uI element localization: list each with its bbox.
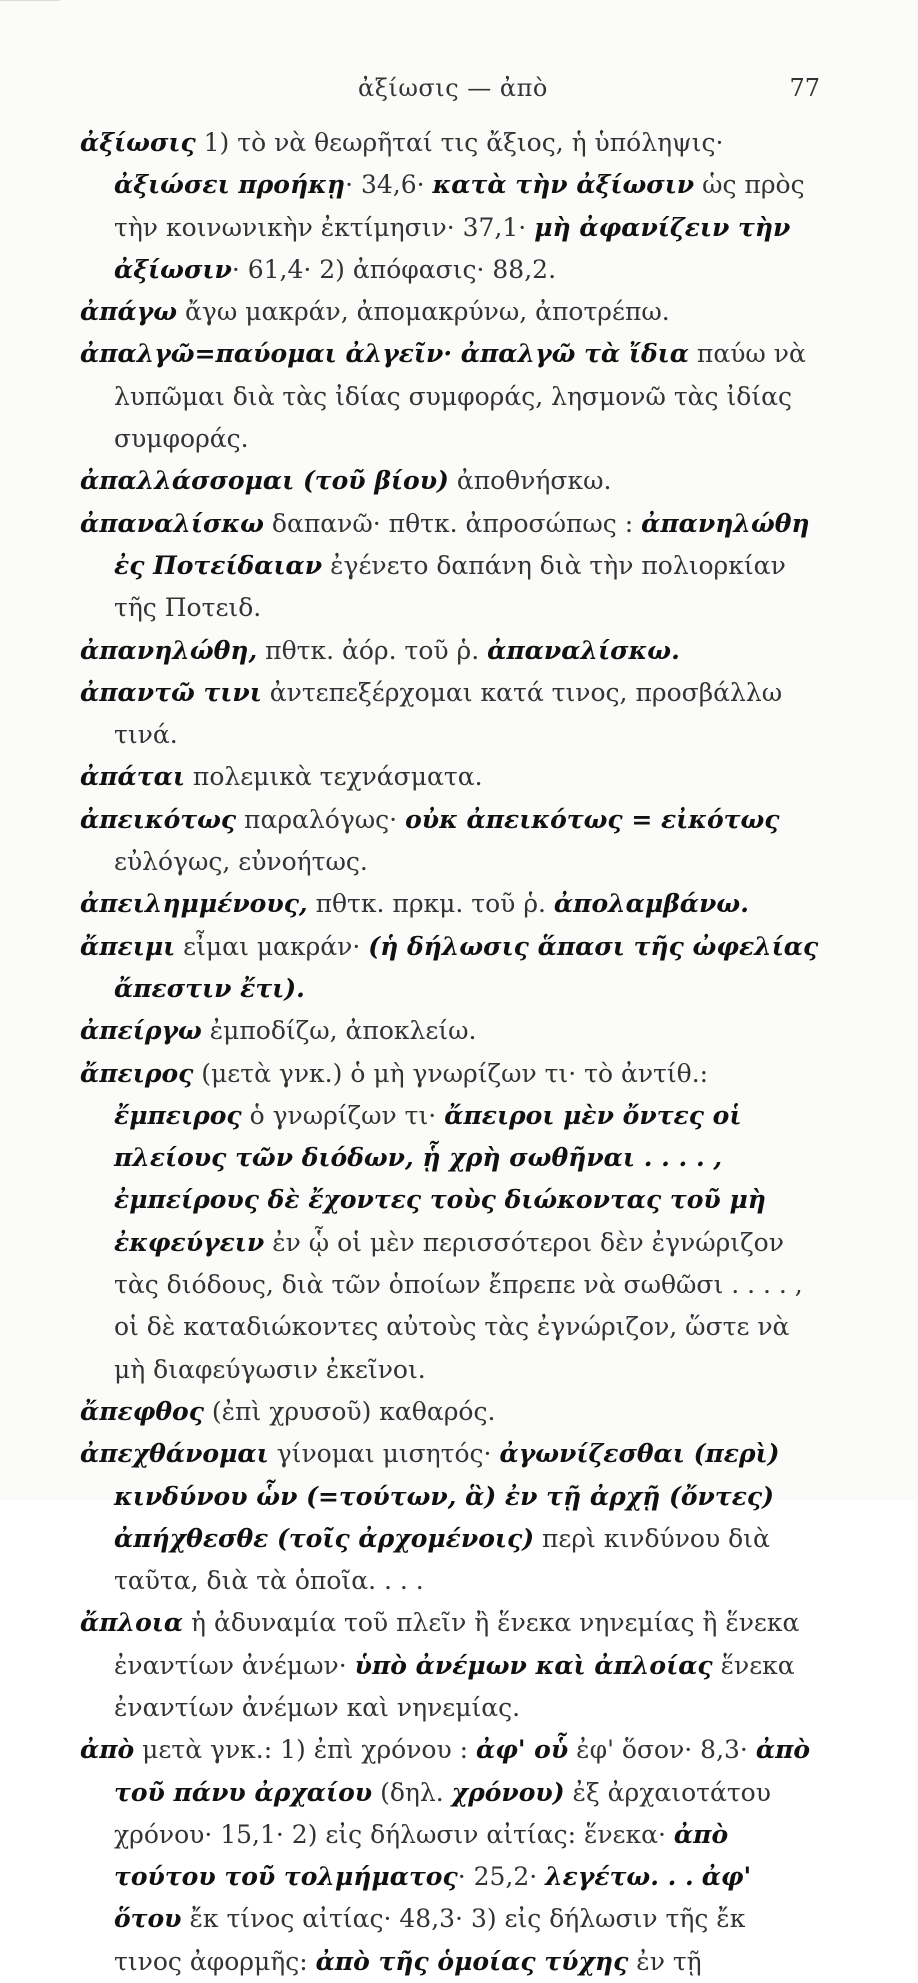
entry-definition: μετὰ γνκ.: 1) ἐπὶ χρόνου : — [134, 1735, 476, 1765]
dictionary-entry — [80, 1010, 820, 1052]
greek-citation: ἄπειροι μὲν ὄντες οἱ πλείους τῶν διόδων, ᾗ χρὴ σωθῆναι . . . . , ἐμπείρους δὲ ἔχοντες τοὺς διώκοντας τοῦ μὴ ἐκφεύγειν — [114, 1100, 766, 1257]
greek-citation: λεγέτω. . . — [545, 1862, 694, 1892]
entry-definition: δαπανῶ· πθτκ. ἀπροσώπως : — [263, 508, 642, 538]
greek-citation: ἀφ' ὅτου — [114, 1862, 752, 1934]
entry-headword: ἀπείργω — [80, 1016, 202, 1046]
page-number: 77 — [789, 74, 820, 102]
dictionary-entry — [80, 883, 820, 925]
entry-definition: παύω νὰ λυπῶμαι διὰ τὰς ἰδίας συμφοράς, λησμονῶ τὰς ἰδίας συμφοράς. — [114, 339, 806, 454]
dictionary-entry — [80, 122, 820, 291]
dictionary-entry — [80, 333, 820, 460]
entry-definition: πολεμικὰ τεχνάσματα. — [184, 762, 483, 792]
entry-definition: · 61,4· 2) ἀπόφασις· 88,2. — [231, 254, 557, 284]
entry-definition: εἶμαι μακράν· — [175, 931, 369, 961]
greek-citation: ἔμπειρος — [114, 1100, 242, 1130]
entry-definition: (ἐπὶ χρυσοῦ) καθαρός. — [203, 1396, 496, 1426]
entry-definition: ὡς πρὸς τὴν κοινωνικὴν ἐκτίμησιν· 37,1· — [114, 170, 805, 242]
scan-edge-line — [0, 0, 60, 1]
entry-headword: ἀπαλγῶ=παύομαι ἀλγεῖν· ἀπαλγῶ τὰ ἴδια — [80, 339, 689, 369]
entry-headword: ἀπάται — [80, 762, 185, 792]
entry-definition: ἐξ ἀρχαιοτάτου χρόνου· 15,1· 2) εἰς δήλωσιν αἰτίας: ἕνεκα· — [114, 1777, 771, 1849]
entry-definition: ἡ ἀδυναμία τοῦ πλεῖν ἢ ἕνεκα νηνεμίας ἢ ἕνεκα ἐναντίων ἀνέμων· — [114, 1608, 800, 1680]
dictionary-entries — [80, 122, 820, 1983]
dictionary-entry — [80, 460, 820, 502]
entry-definition: περὶ κινδύνου διὰ ταῦτα, διὰ τὰ ὁποῖα. . . . — [114, 1523, 770, 1596]
entry-headword: ἄπειρος — [80, 1058, 194, 1088]
entry-definition: ἀντεπεξέρχομαι κατά τινος, προσβάλλω τινά. — [114, 677, 783, 750]
entry-headword: ἀπεχθάνομαι — [80, 1439, 269, 1469]
entry-definition: (δηλ. — [372, 1777, 452, 1807]
dictionary-entry — [80, 1433, 820, 1602]
dictionary-entry — [80, 1729, 820, 1983]
greek-citation: ἀπὸ τούτου τοῦ τολμήματος — [114, 1819, 729, 1892]
entry-definition: ἔκ τίνος αἰτίας· 48,3· 3) εἰς δήλωσιν τῆς ἔκ τινος ἀφορμῆς: — [114, 1904, 746, 1976]
dictionary-entry — [80, 503, 820, 630]
greek-citation: ὑπὸ ἀνέμων καὶ ἀπλοίας — [354, 1650, 713, 1680]
dictionary-entry — [80, 1602, 820, 1729]
entry-definition: ἐγένετο δαπάνη διὰ τὴν πολιορκίαν τῆς Ποτειδ. — [114, 550, 786, 623]
dictionary-entry — [80, 630, 820, 672]
entry-definition: ἐν ᾧ οἱ μὲν περισσότεροι δὲν ἐγνώριζον τὰς διόδους, διὰ τῶν ὁποίων ἔπρεπε νὰ σωθῶσι . . . . , οἱ δὲ καταδιώκοντες αὐτοὺς τὰς ἐγνώριζον, ὥστε νὰ μὴ διαφεύγωσιν ἐκεῖνοι. — [114, 1227, 803, 1384]
greek-citation: ἀπαναλίσκω. — [487, 635, 680, 665]
entry-definition: παραλόγως· — [236, 804, 406, 834]
entry-definition: 1) τὸ νὰ θεωρῆταί τις ἄξιος, ἡ ὑπόληψις· — [195, 128, 724, 157]
entry-headword: ἀπαντῶ τινι — [80, 677, 262, 707]
greek-citation: χρόνου) — [451, 1777, 565, 1807]
greek-citation: ἀγωνίζεσθαι (περὶ) κινδύνου ὧν (=τούτων, ἃ) ἐν τῇ ἀρχῇ (ὄντες) ἀπήχθεσθε (τοῖς ἀρχομένοις) — [114, 1439, 780, 1553]
entry-definition: ἐμποδίζω, ἀποκλείω. — [201, 1016, 477, 1046]
entry-definition: (μετὰ γνκ.) ὁ μὴ γνωρίζων τι· τὸ ἀντίθ.: — [193, 1058, 709, 1088]
page-header — [80, 68, 820, 108]
entry-headword: ἄπειμι — [80, 931, 176, 961]
entry-definition: ἄγω μακράν, ἀπομακρύνω, ἀποτρέπω. — [177, 297, 670, 327]
entry-definition: πθτκ. πρκμ. τοῦ ῥ. — [307, 889, 554, 919]
greek-citation: (ἡ δήλωσις ἅπασι τῆς ὠφελίας ἄπεστιν ἔτι). — [114, 931, 819, 1003]
entry-definition: ἐν τῇ — [628, 1946, 702, 1976]
entry-definition: ἕνεκα ἐναντίων ἀνέμων καὶ νηνεμίας. — [114, 1650, 795, 1722]
entry-definition: ἐφ' ὅσον· 8,3· — [568, 1735, 756, 1765]
entry-headword: ἄπλοια — [80, 1608, 184, 1638]
dictionary-entry — [80, 926, 820, 1011]
greek-citation: ἀπὸ τοῦ πάνυ ἀρχαίου — [114, 1735, 811, 1807]
entry-definition: · 34,6· — [345, 170, 433, 200]
entry-headword: ἀπανηλώθη, — [80, 635, 258, 665]
greek-citation: κατὰ τὴν ἀξίωσιν — [432, 170, 695, 200]
entry-definition: ἀποθνήσκω. — [448, 466, 612, 496]
running-head: ἀξίωσις — ἀπὸ — [358, 74, 548, 102]
dictionary-entry — [80, 1391, 820, 1433]
greek-citation: ἀφ' οὗ — [475, 1735, 569, 1765]
dictionary-entry — [80, 672, 820, 757]
entry-definition: εὐλόγως, εὐνοήτως. — [114, 847, 368, 877]
entry-headword: ἄπεφθος — [80, 1396, 204, 1426]
entry-headword: ἀπαναλίσκω — [80, 508, 264, 538]
dictionary-entry — [80, 799, 820, 884]
greek-citation: ἀπὸ τῆς ὁμοίας τύχης — [315, 1946, 629, 1976]
entry-definition: · 25,2· — [457, 1862, 546, 1892]
greek-citation: ἀπανηλώθη ἐς Ποτείδαιαν — [114, 508, 810, 580]
entry-definition — [694, 1862, 702, 1891]
greek-citation: ἀπολαμβάνω. — [553, 889, 749, 919]
entry-headword: ἀπαλλάσσομαι (τοῦ βίου) — [80, 466, 449, 496]
greek-citation: οὐκ ἀπεικότως = εἰκότως — [405, 804, 780, 834]
entry-headword: ἀπεικότως — [80, 804, 237, 834]
entry-definition: πθτκ. ἀόρ. τοῦ ῥ. — [257, 635, 488, 665]
entry-headword: ἀπάγω — [80, 297, 178, 327]
greek-citation: μὴ ἀφανίζειν τὴν ἀξίωσιν — [114, 212, 791, 284]
dictionary-entry — [80, 756, 820, 798]
entry-headword: ἀπὸ — [80, 1735, 135, 1765]
entry-headword: ἀπειλημμένους, — [80, 889, 308, 919]
entry-definition: γίνομαι μισητός· — [268, 1439, 500, 1469]
dictionary-entry — [80, 1053, 820, 1391]
greek-citation: ἀξιώσει προήκῃ — [114, 170, 346, 200]
entry-headword: ἀξίωσις — [80, 128, 196, 157]
entry-definition: ὁ γνωρίζων τι· — [241, 1100, 445, 1130]
dictionary-entry — [80, 291, 820, 333]
